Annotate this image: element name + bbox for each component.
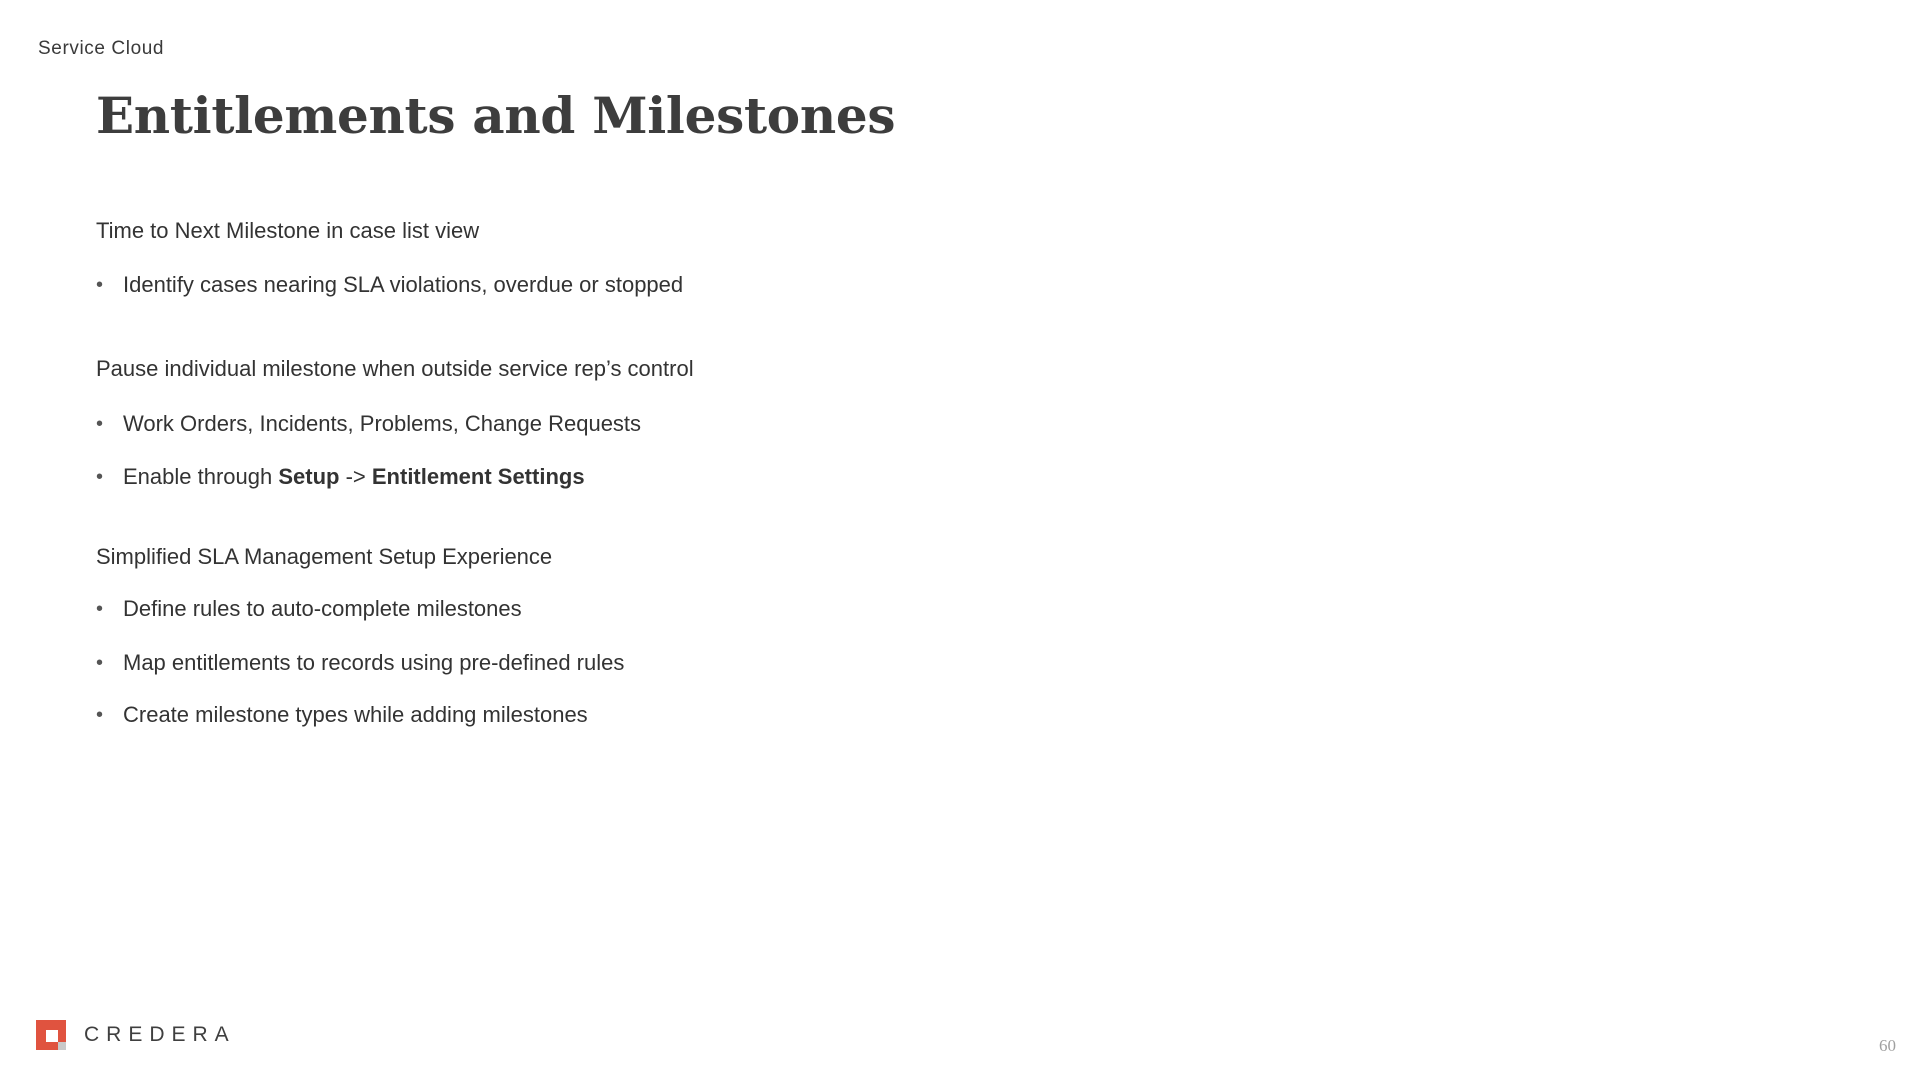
list-item [96,700,1296,730]
section-simplified-sla [96,542,1296,730]
bullet-icon: • [96,466,104,488]
section-kicker: Service Cloud [38,38,165,59]
logo-wordmark: CREDERA [84,1023,236,1046]
slide-content [96,216,1296,730]
list-item [96,462,1296,492]
section-pause-milestone [96,354,1296,492]
bullet-list [96,594,1296,730]
list-item [96,409,1296,439]
bullet-text: Work Orders, Incidents, Problems, Change Requests [123,411,642,436]
list-item [96,270,1296,300]
bullet-text: Map entitlements to records using pre-defined rules [123,650,625,675]
entitlement-settings-label: Entitlement Settings [371,464,585,489]
bullet-text: Define rules to auto-complete milestones [123,596,522,621]
bullet-icon: • [96,413,104,435]
bullet-icon: • [96,652,104,674]
list-item [96,594,1296,624]
page-number: 60 [1879,1036,1896,1055]
section-heading: Time to Next Milestone in case list view [96,218,480,243]
bullet-text: Identify cases nearing SLA violations, overdue or stopped [123,272,684,297]
credera-logo-icon [36,1020,66,1050]
setup-label: Setup [278,464,340,489]
bullet-list [96,270,1296,300]
credera-logo [36,1020,236,1050]
bullet-icon: • [96,274,104,296]
section-time-to-next-milestone [96,216,1296,300]
list-item [96,648,1296,678]
bullet-icon: • [96,598,104,620]
section-heading: Simplified SLA Management Setup Experience [96,544,553,569]
section-heading: Pause individual milestone when outside service rep’s control [96,356,694,381]
bullet-text-prefix: Enable through [123,464,279,489]
bullet-list [96,409,1296,492]
page-title: Entitlements and Milestones [96,86,896,145]
bullet-text: Create milestone types while adding milestones [123,702,588,727]
arrow-text: -> [339,464,372,489]
bullet-icon: • [96,704,104,726]
